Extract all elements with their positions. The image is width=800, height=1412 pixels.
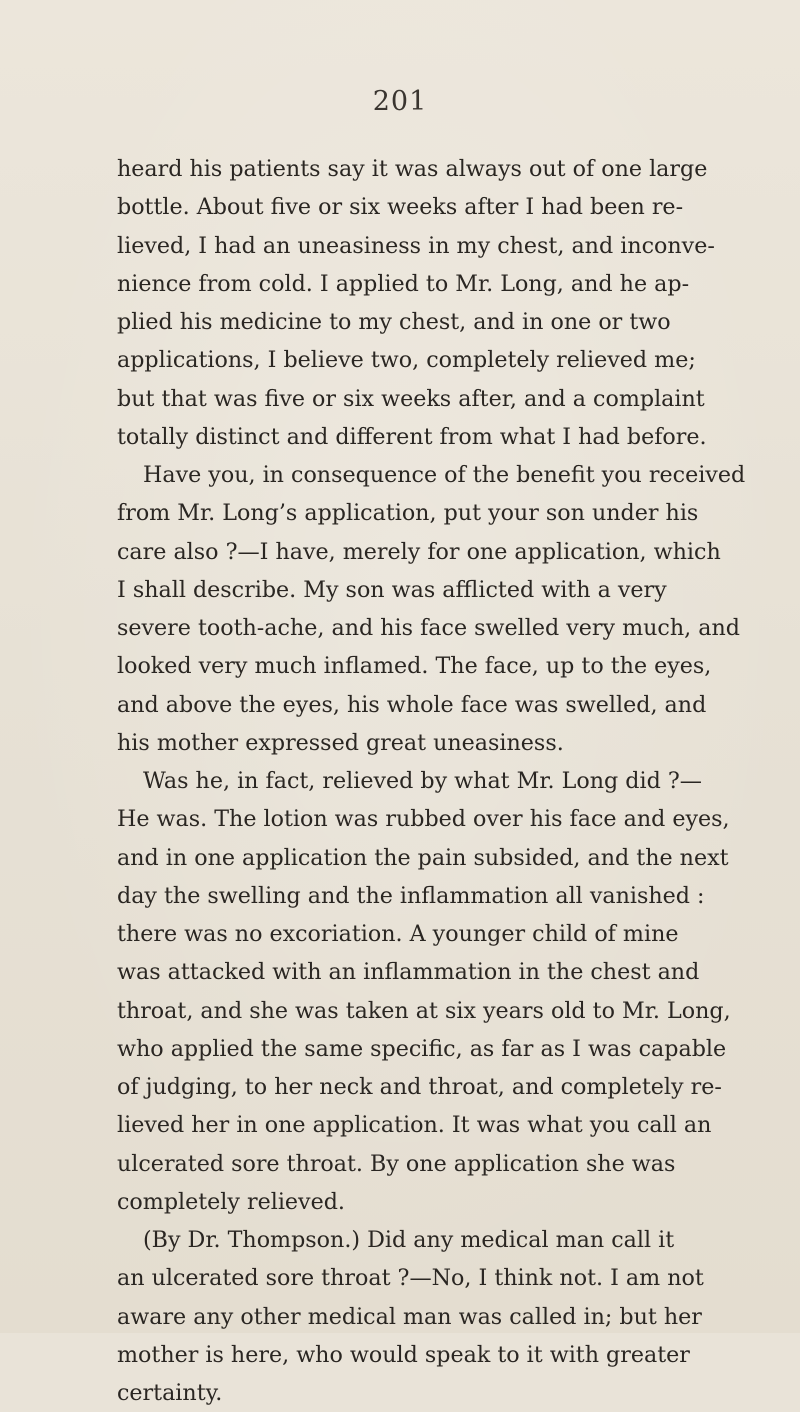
text-line: nience from cold. I applied to Mr. Long, and he ap- <box>117 270 690 297</box>
text-line: (By Dr. Thompson.) Did any medical man call it <box>143 1227 675 1253</box>
text-line: from Mr. Long’s application, put your son under his <box>117 500 699 527</box>
text-line: his mother expressed great uneasiness. <box>117 729 564 756</box>
text-line: and in one application the pain subsided, and the next <box>117 844 729 871</box>
text-line: care also ?—I have, merely for one application, which <box>117 538 721 565</box>
text-line: He was. The lotion was rubbed over his face and eyes, <box>117 806 730 833</box>
body-text <box>117 150 746 1412</box>
text-line: of judging, to her neck and throat, and completely re- <box>117 1074 722 1100</box>
text-line: an ulcerated sore throat ?—No, I think not. I am not <box>117 1265 704 1292</box>
text-line: completely relieved. <box>117 1188 345 1215</box>
text-line: mother is here, who would speak to it with greater <box>117 1341 690 1368</box>
text-line: plied his medicine to my chest, and in one or two <box>117 309 671 335</box>
text-line: lieved her in one application. It was what you call an <box>117 1112 712 1139</box>
text-line: ulcerated sore throat. By one application she was <box>117 1150 676 1177</box>
text-line: there was no excoriation. A younger child of mine <box>117 921 679 947</box>
page-number: 201 <box>372 86 428 117</box>
text-line: looked very much inflamed. The face, up to the eyes, <box>117 653 712 680</box>
text-line: heard his patients say it was always out of one large <box>117 156 708 182</box>
text-line: who applied the same specific, as far as I was capable <box>117 1035 727 1062</box>
text-line: throat, and she was taken at six years old to Mr. Long, <box>117 997 731 1024</box>
text-line: bottle. About five or six weeks after I had been re- <box>117 194 684 221</box>
text-line: totally distinct and different from what I had before. <box>117 423 707 450</box>
text-line: Was he, in fact, relieved by what Mr. Long did ?— <box>143 768 702 794</box>
text-line: and above the eyes, his whole face was swelled, and <box>117 691 707 718</box>
text-line: certainty. <box>117 1380 223 1406</box>
text-line: lieved, I had an uneasiness in my chest, and inconve- <box>117 232 715 259</box>
text-line: Have you, in consequence of the benefit you received <box>143 462 746 488</box>
text-line: day the swelling and the inflammation all vanished : <box>117 882 705 909</box>
text-line: applications, I believe two, completely relieved me; <box>117 347 696 374</box>
text-line: severe tooth-ache, and his face swelled very much, and <box>117 615 740 641</box>
text-line: but that was five or six weeks after, and a complaint <box>117 385 705 412</box>
text-line: was attacked with an inflammation in the chest and <box>117 959 700 986</box>
text-line: aware any other medical man was called in; but her <box>117 1303 702 1330</box>
text-line: I shall describe. My son was afflicted with a very <box>117 576 667 603</box>
